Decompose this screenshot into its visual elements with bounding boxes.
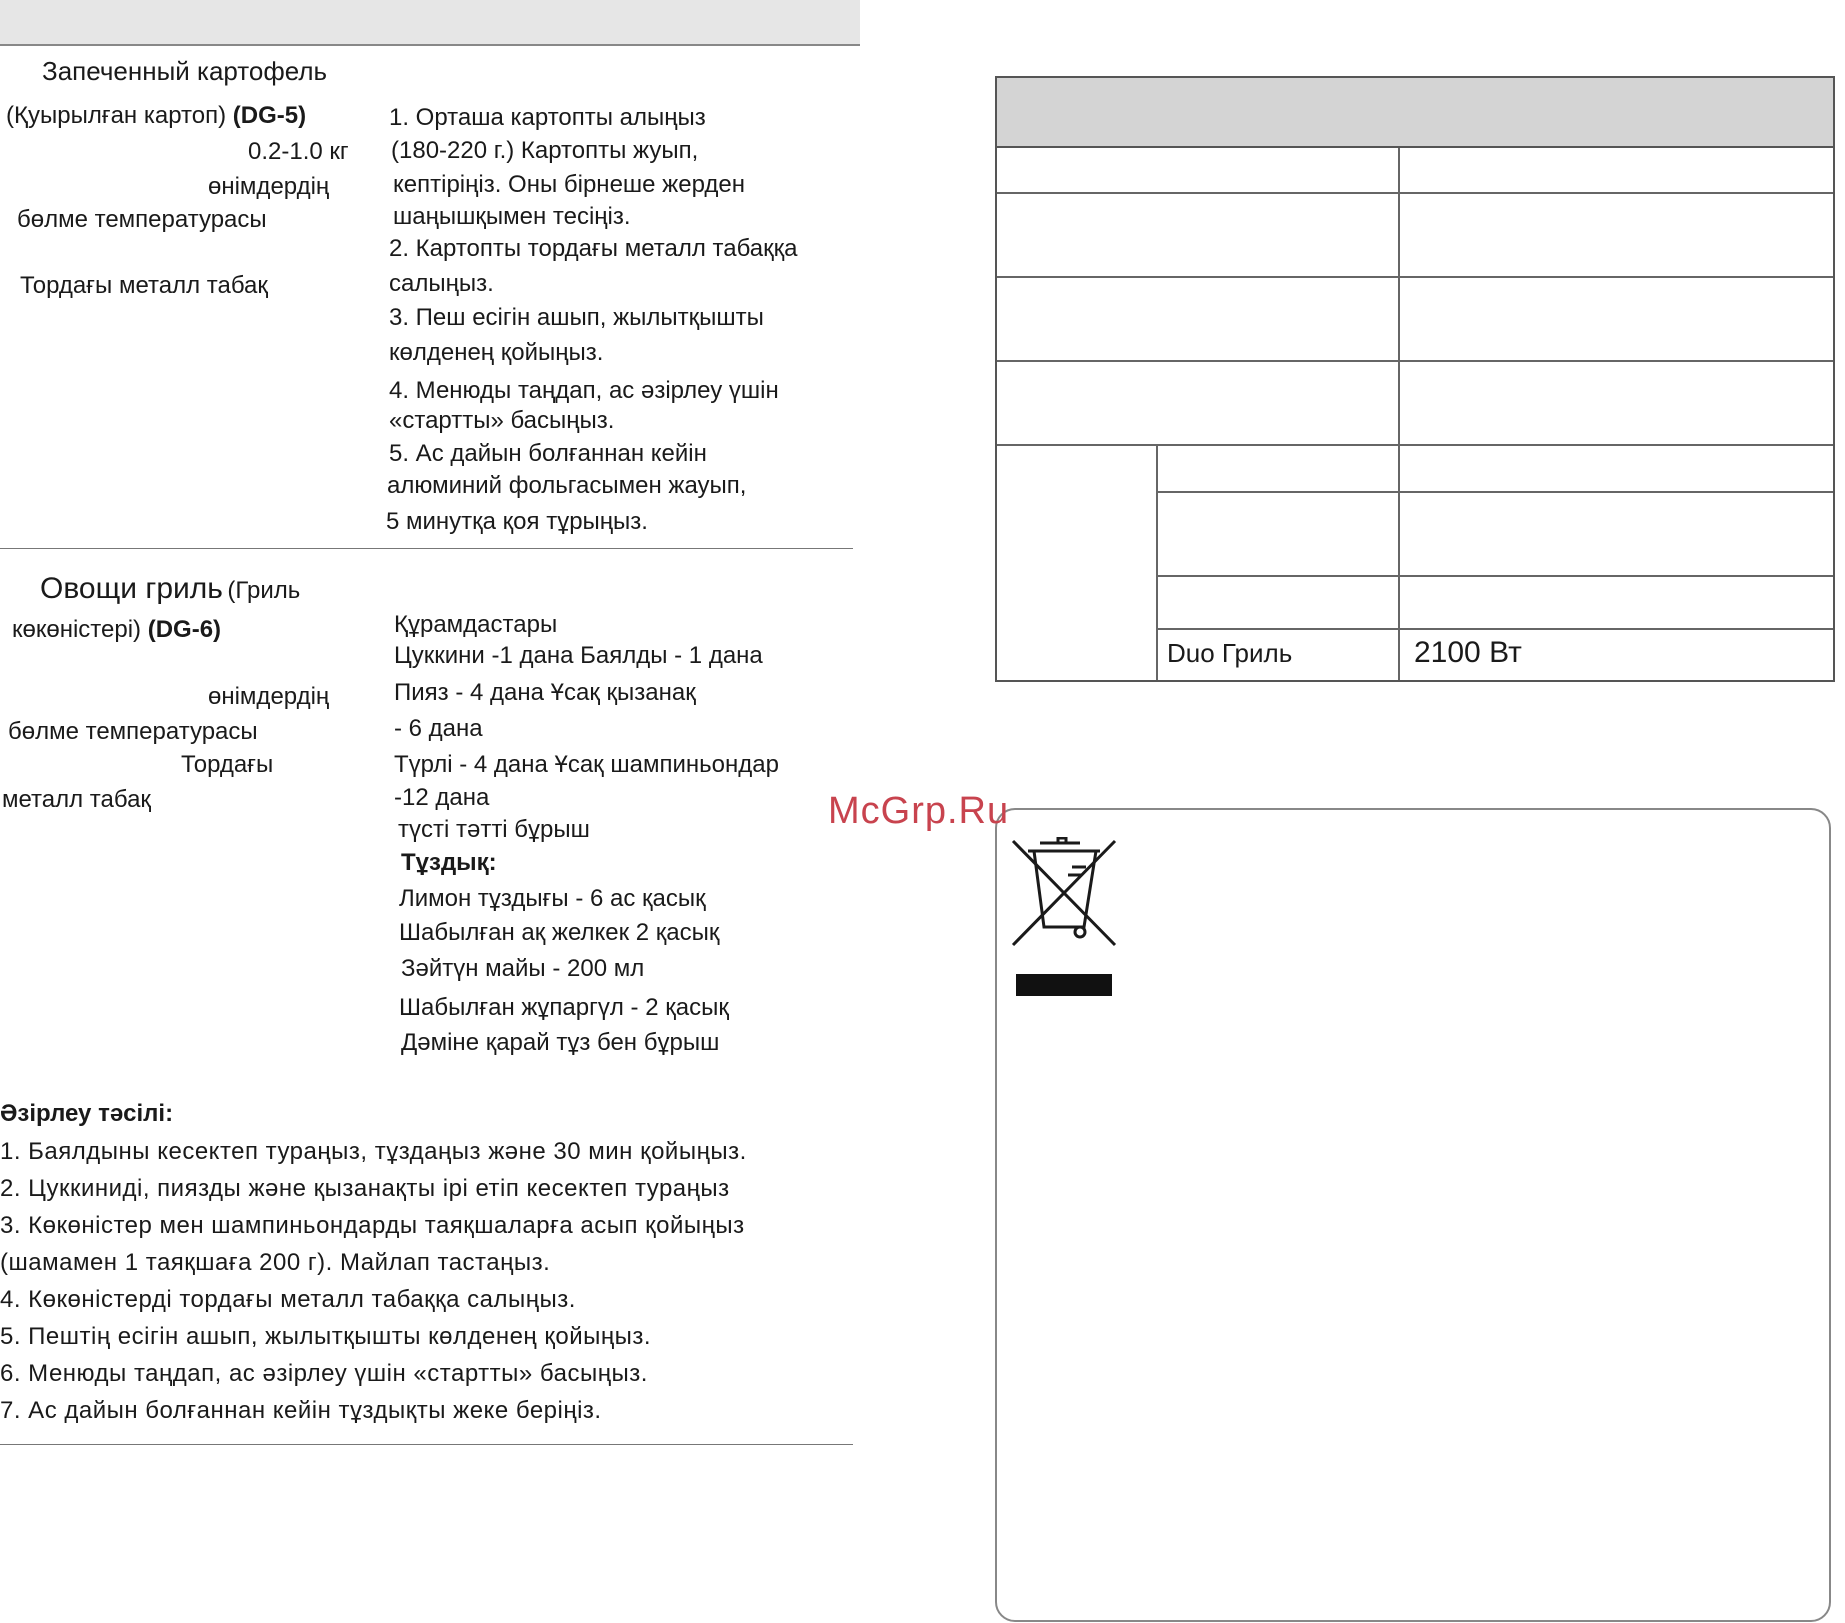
section1-subtitle [6, 102, 306, 130]
section2-utensil-line1: Тордағы [181, 751, 274, 778]
section1-step-line: 1. Орташа картопты алыңыз [389, 104, 706, 131]
table-row-line [997, 444, 1833, 446]
section1-subtitle-text: (Қуырылған картоп) [6, 102, 227, 129]
method-step: 1. Баялдыны кесектеп тураңыз, тұздаңыз және 30 мин қойыңыз. [0, 1138, 747, 1165]
section1-weight: 0.2-1.0 кг [248, 138, 349, 165]
spec-row-value: 2100 Вт [1414, 636, 1522, 669]
ingredient-line: Пияз - 4 дана Ұсақ қызанақ [394, 679, 696, 706]
table-row-line [997, 192, 1833, 194]
method-step: 7. Ас дайын болғаннан кейін тұздықты жеке беріңіз. [0, 1397, 602, 1424]
method-title: Әзірлеу тәсілі: [0, 1100, 174, 1127]
section1-temp-line1: өнімдердің [208, 173, 330, 200]
sauce-line: Шабылған ақ желкек 2 қасық [399, 919, 720, 946]
method-step: 6. Менюды таңдап, ас әзірлеу үшін «стартты» басыңыз. [0, 1360, 648, 1387]
section-divider [0, 548, 853, 549]
method-step: 3. Көкөністер мен шампиньондарды таяқшаларға асып қойыңыз [0, 1212, 745, 1239]
black-bar-marker [1016, 974, 1112, 996]
section1-step-line: көлденең қойыңыз. [389, 339, 604, 366]
section1-utensil: Тордағы металл табақ [20, 272, 268, 299]
section2-utensil-line2: металл табақ [2, 786, 151, 813]
sauce-line: Зәйтүн майы - 200 мл [401, 955, 645, 982]
section1-step-line: 4. Менюды таңдап, ас әзірлеу үшін [389, 377, 779, 404]
section2-title [40, 572, 300, 606]
section1-step-line: кептіріңіз. Оны бірнеше жерден [393, 171, 745, 198]
ingredient-line: - 6 дана [394, 715, 483, 742]
ingredient-line: Түрлі - 4 дана Ұсақ шампиньондар [394, 751, 779, 778]
table-row-line [997, 276, 1833, 278]
section1-step-line: алюминий фольгасымен жауып, [387, 472, 747, 499]
sauce-line: Лимон тұздығы - 6 ас қасық [399, 885, 706, 912]
spec-table-header [997, 78, 1833, 148]
table-col-line [1156, 444, 1158, 680]
method-step: (шамамен 1 таяқшаға 200 г). Майлап тастаңыз. [0, 1249, 551, 1276]
section2-code: (DG-6) [147, 616, 222, 643]
sauce-title: Тұздық: [401, 849, 497, 876]
section1-step-line: «стартты» басыңыз. [389, 407, 615, 434]
section1-step-line: 3. Пеш есігін ашып, жылытқышты [389, 304, 764, 331]
section1-step-line: (180-220 г.) Картопты жуып, [391, 137, 699, 164]
section2-subtitle-text: көкөністері) [12, 616, 142, 643]
section1-temp-line2: бөлме температурасы [17, 206, 267, 233]
table-row-line [1157, 491, 1833, 493]
crossed-out-wheelie-bin-icon [1008, 837, 1120, 947]
table-row-line [1157, 628, 1833, 630]
section1-title: Запеченный картофель [42, 56, 328, 86]
section1-code: (DG-5) [232, 102, 307, 129]
table-col-line [1398, 148, 1400, 680]
section2-title-kz: (Гриль [227, 577, 301, 604]
spec-row-label: Duo Гриль [1167, 638, 1293, 668]
section1-step-line: 2. Картопты тордағы металл табаққа [389, 235, 798, 262]
section1-step-line: 5 минутқа қоя тұрыңыз. [386, 508, 648, 535]
section1-step-line: 5. Ас дайын болғаннан кейін [389, 440, 707, 467]
sauce-line: Шабылған жұпаргүл - 2 қасық [399, 994, 729, 1021]
ingredient-line: -12 дана [394, 784, 490, 811]
ingredient-line: Цуккини -1 дана Баялды - 1 дана [394, 642, 763, 669]
table-row-line [997, 360, 1833, 362]
sauce-line: Дәміне қарай тұз бен бұрыш [401, 1029, 720, 1056]
method-step: 5. Пештің есігін ашып, жылытқышты көлденең қойыңыз. [0, 1323, 652, 1350]
method-step: 2. Цуккиниді, пиязды және қызанақты ірі етіп кесектеп тураңыз [0, 1175, 730, 1202]
top-header-bar [0, 0, 860, 46]
disposal-info-box [995, 808, 1831, 1622]
ingredient-line: Құрамдастары [394, 611, 558, 638]
section2-title-ru: Овощи гриль [40, 572, 223, 605]
section2-temp-line2: бөлме температурасы [8, 718, 258, 745]
watermark: McGrp.Ru [828, 790, 1010, 832]
section1-step-line: шаңышқымен тесіңіз. [393, 203, 631, 230]
section1-step-line: салыңыз. [389, 270, 494, 297]
section2-temp-line1: өнімдердің [208, 683, 330, 710]
method-step: 4. Көкөністерді тордағы металл табаққа салыңыз. [0, 1286, 576, 1313]
table-row-line [1157, 575, 1833, 577]
spec-table [995, 76, 1835, 682]
section-divider [0, 1444, 853, 1445]
ingredient-line: түсті тәтті бұрыш [398, 816, 590, 843]
section2-subtitle [12, 616, 221, 644]
